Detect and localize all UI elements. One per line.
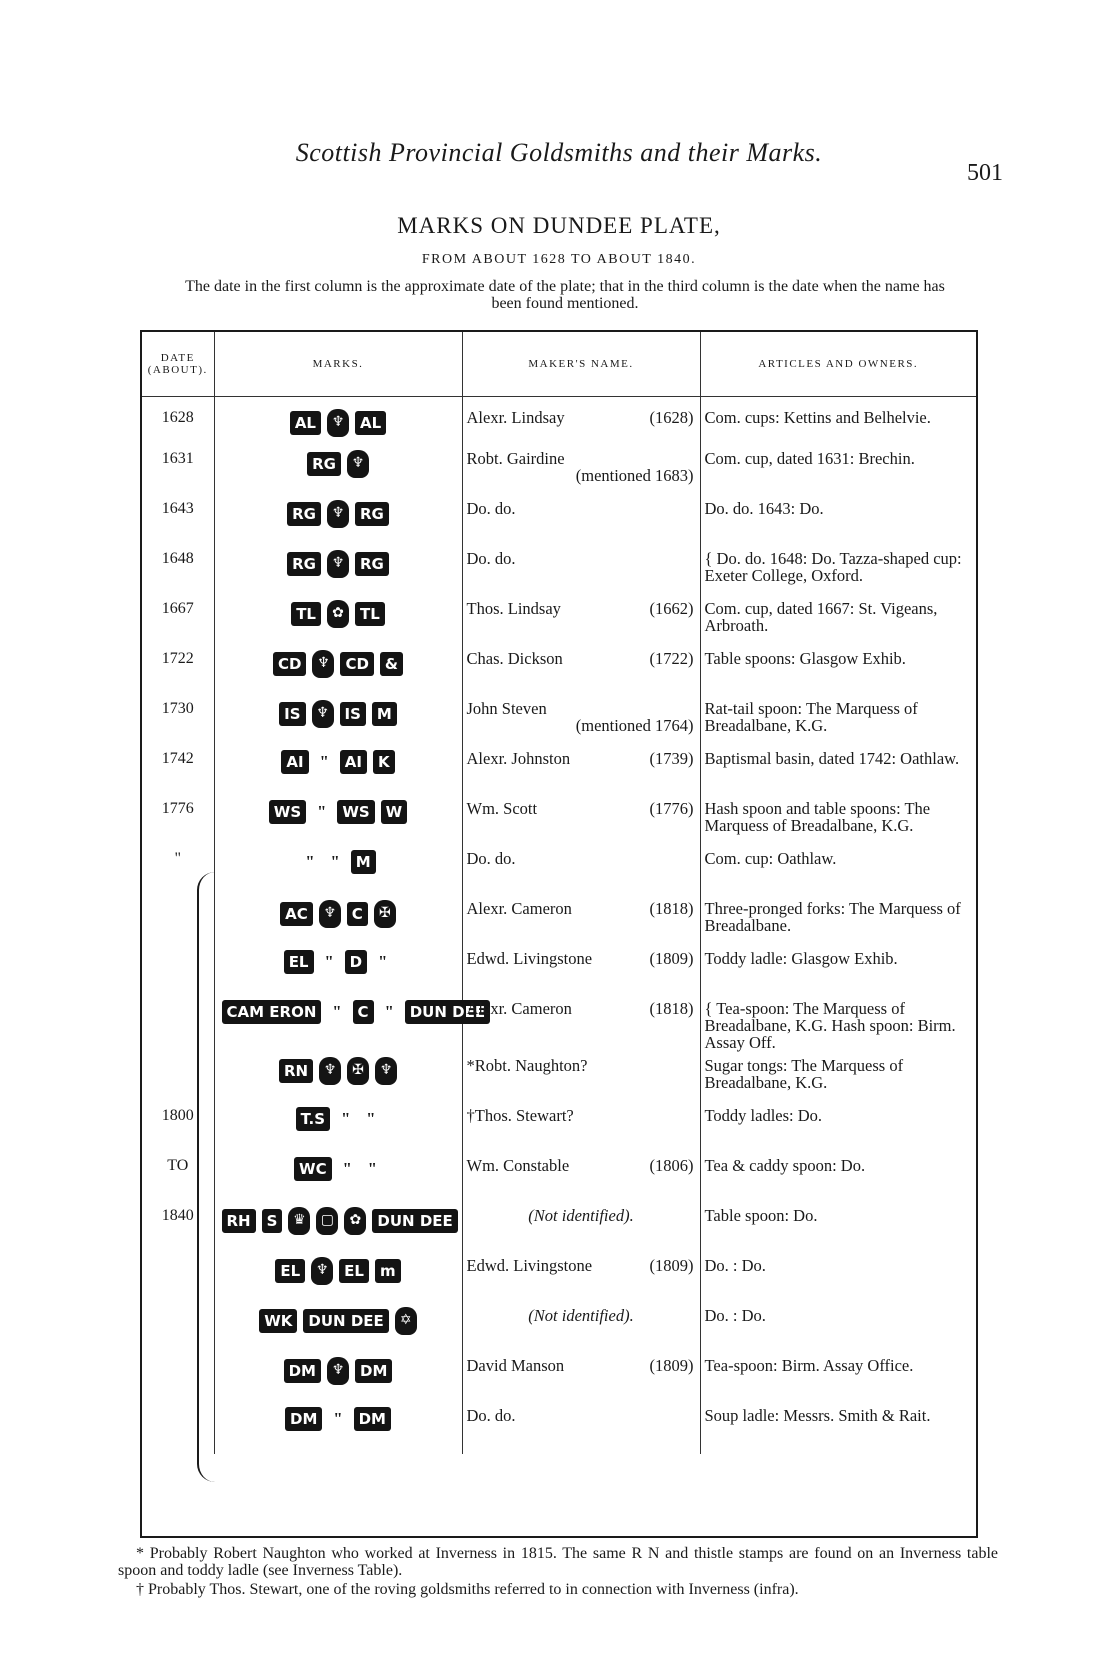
header-date: DATE (ABOUT). (142, 332, 214, 397)
maker-name: Edwd. Livingstone (466, 948, 593, 968)
date-cell: 1800 (161, 1106, 194, 1124)
maker-stamp: RG (307, 452, 341, 476)
date-range-brace (197, 872, 217, 1482)
articles-cell: Com. cup, dated 1631: Brechin. (700, 447, 976, 497)
maker-stamp: RG (287, 552, 321, 576)
maker-stamp: & (380, 652, 403, 676)
maker-year: (1809) (649, 1255, 694, 1275)
articles-cell: Com. cup, dated 1667: St. Vigeans, Arbroath. (700, 597, 976, 647)
table-header-row (142, 332, 976, 397)
header-articles: ARTICLES AND OWNERS. (700, 332, 976, 397)
hallmark-icon: ✠ (374, 900, 396, 928)
date-cell: 1840 (161, 1206, 194, 1224)
maker-stamp: WC (294, 1157, 332, 1181)
marks-cell (214, 997, 486, 1054)
maker-cell (462, 847, 700, 897)
table-row (142, 1154, 976, 1204)
hallmark-icon: ♆ (327, 1357, 349, 1385)
footnote-naughton: * Probably Robert Naughton who worked at Inverness in 1815. The same R N and thistle stamps are found on an Inverness table spoon and toddy ladle (see Inverness Table). (118, 1545, 998, 1579)
date-cell: 1648 (161, 549, 194, 567)
maker-cell (462, 1254, 700, 1304)
footnote-stewart: † Probably Thos. Stewart, one of the roving goldsmiths referred to in connection with Inverness (infra). (136, 1581, 799, 1598)
maker-name: Do. do. (466, 848, 516, 868)
hallmark-icon: ▢ (316, 1207, 338, 1235)
maker-stamp: S (262, 1209, 283, 1233)
header-maker: MAKER'S NAME. (462, 332, 700, 397)
maker-stamp: EL (284, 950, 314, 974)
table-row (142, 1204, 976, 1254)
articles-cell: Sugar tongs: The Marquess of Breadalbane, K.G. (700, 1054, 976, 1104)
maker-stamp: M (372, 702, 397, 726)
maker-stamp: WS (269, 800, 306, 824)
maker-cell (462, 747, 700, 797)
hallmark-icon: ♆ (327, 500, 349, 528)
hallmark-icon: ♆ (311, 1257, 333, 1285)
maker-stamp: DUN DEE (405, 1000, 490, 1024)
articles-cell: Com. cups: Kettins and Belhelvie. (700, 397, 976, 447)
articles-cell: Table spoons: Glasgow Exhib. (700, 647, 976, 697)
maker-name: Thos. Lindsay (466, 598, 561, 618)
date-cell: 1631 (161, 449, 194, 467)
marks-cell (214, 1404, 462, 1454)
maker-cell (462, 797, 700, 847)
marks-cell (214, 1154, 462, 1204)
footnotes (118, 1545, 998, 1600)
maker-cell (462, 447, 700, 497)
maker-name: David Manson (466, 1355, 565, 1375)
maker-stamp: K (373, 750, 395, 774)
maker-cell (462, 1404, 700, 1454)
maker-mention-note: (mentioned 1764) (575, 715, 694, 735)
maker-stamp: RN (279, 1059, 313, 1083)
maker-cell (462, 547, 700, 597)
maker-name: Do. do. (466, 1405, 516, 1425)
table-row (142, 397, 976, 447)
hallmark-icon: ✡ (395, 1307, 417, 1335)
articles-cell: Hash spoon and table spoons: The Marquess of Breadalbane, K.G. (700, 797, 976, 847)
maker-stamp: WK (259, 1309, 297, 1333)
maker-name: Alexr. Johnston (466, 748, 571, 768)
marks-table (142, 332, 976, 1454)
ditto-mark: " (342, 1159, 352, 1178)
maker-name: Chas. Dickson (466, 648, 563, 668)
table-row (142, 697, 976, 747)
maker-year: (1722) (649, 648, 694, 668)
maker-year: (1809) (649, 1355, 694, 1375)
maker-cell (462, 997, 700, 1054)
ditto-mark: " (332, 1002, 342, 1021)
maker-cell (462, 897, 700, 947)
maker-stamp: WS (337, 800, 374, 824)
maker-name: Do. do. (466, 548, 516, 568)
marks-cell (214, 747, 462, 797)
articles-cell: Toddy ladles: Do. (700, 1104, 976, 1154)
hallmark-icon: ♆ (327, 409, 349, 437)
articles-cell: Soup ladle: Messrs. Smith & Rait. (700, 1404, 976, 1454)
articles-cell: Three-pronged forks: The Marquess of Breadalbane. (700, 897, 976, 947)
maker-stamp: EL (339, 1259, 369, 1283)
maker-name: †Thos. Stewart? (466, 1105, 574, 1125)
maker-cell (462, 1304, 700, 1354)
table-row (142, 447, 976, 497)
maker-stamp: AI (340, 750, 367, 774)
maker-stamp: EL (275, 1259, 305, 1283)
ditto-mark: " (324, 952, 334, 971)
date-cell: " (174, 849, 182, 867)
running-head: Scottish Provincial Goldsmiths and their Marks. (295, 138, 823, 167)
marks-cell (214, 647, 462, 697)
articles-cell: Tea-spoon: Birm. Assay Office. (700, 1354, 976, 1404)
marks-cell (214, 897, 462, 947)
table-row (142, 1304, 976, 1354)
hallmark-icon: ♛ (288, 1207, 310, 1235)
maker-mention-note: (mentioned 1683) (575, 465, 694, 485)
maker-name: Alexr. Lindsay (466, 408, 565, 427)
maker-stamp: DM (354, 1407, 391, 1431)
table-row (142, 1104, 976, 1154)
date-cell: 1742 (161, 749, 194, 767)
maker-name: Alexr. Cameron (466, 898, 572, 918)
maker-stamp: m (375, 1259, 401, 1283)
maker-stamp: DUN DEE (303, 1309, 388, 1333)
table-row (142, 647, 976, 697)
table-row (142, 1254, 976, 1304)
maker-cell (462, 597, 700, 647)
ditto-mark: " (305, 852, 315, 871)
maker-cell (462, 1204, 700, 1254)
marks-cell (214, 1354, 462, 1404)
maker-name: Alexr. Cameron (466, 998, 572, 1018)
articles-cell: Rat-tail spoon: The Marquess of Breadalbane, K.G. (700, 697, 976, 747)
hallmark-icon: ♆ (375, 1057, 397, 1085)
maker-stamp: T.S (296, 1107, 330, 1131)
maker-stamp: D (345, 950, 367, 974)
maker-name: Wm. Constable (466, 1155, 570, 1175)
maker-stamp: AC (280, 902, 313, 926)
maker-stamp: IS (340, 702, 366, 726)
date-cell: 1667 (161, 599, 194, 617)
marks-cell (214, 797, 462, 847)
marks-cell (214, 1254, 462, 1304)
ditto-mark: " (378, 952, 388, 971)
articles-cell: Table spoon: Do. (700, 1204, 976, 1254)
table-body (142, 397, 976, 1454)
maker-year: (1818) (649, 898, 694, 918)
intro-text: The date in the first column is the approximate date of the plate; that in the third column is the date when the name has been found mentioned. (185, 278, 945, 312)
articles-cell: Tea & caddy spoon: Do. (700, 1154, 976, 1204)
maker-name: Edwd. Livingstone (466, 1255, 593, 1275)
maker-name: Do. do. (466, 498, 516, 518)
maker-cell (462, 1154, 700, 1204)
maker-stamp: AI (281, 750, 308, 774)
hallmark-icon: ♆ (312, 650, 334, 678)
maker-cell (462, 397, 700, 447)
ditto-mark: " (330, 852, 340, 871)
date-cell: 1730 (161, 699, 194, 717)
maker-name: (Not identified). (528, 1205, 634, 1225)
maker-year: (1739) (649, 748, 694, 768)
articles-cell: Do. : Do. (700, 1304, 976, 1354)
table-row (142, 1354, 976, 1404)
marks-cell (214, 447, 462, 497)
ditto-mark: " (333, 1409, 343, 1428)
hallmark-icon: ✿ (344, 1207, 366, 1235)
maker-year: (1662) (649, 598, 694, 618)
maker-stamp: TL (355, 602, 385, 626)
page-subtitle: FROM ABOUT 1628 TO ABOUT 1840. (421, 252, 697, 267)
maker-stamp: C (347, 902, 368, 926)
hallmark-icon: ♆ (327, 550, 349, 578)
maker-stamp: CD (273, 652, 306, 676)
table-row (142, 747, 976, 797)
maker-year: (1628) (649, 408, 694, 427)
header-marks: MARKS. (214, 332, 462, 397)
ditto-mark: " (317, 802, 327, 821)
maker-year: (1818) (649, 998, 694, 1018)
marks-cell (214, 1304, 462, 1354)
maker-cell (462, 697, 700, 747)
maker-cell (462, 947, 700, 997)
maker-stamp: RG (355, 502, 389, 526)
maker-stamp: DM (285, 1407, 322, 1431)
marks-cell (214, 697, 462, 747)
articles-cell: Do. : Do. (700, 1254, 976, 1304)
hallmark-icon: ✠ (347, 1057, 369, 1085)
maker-stamp: DUN DEE (372, 1209, 457, 1233)
articles-cell: { Do. do. 1648: Do. Tazza-shaped cup: Exeter College, Oxford. (700, 547, 976, 597)
marks-cell (214, 1204, 462, 1254)
articles-cell: Do. do. 1643: Do. (700, 497, 976, 547)
maker-year: (1806) (649, 1155, 694, 1175)
table-row (142, 497, 976, 547)
maker-stamp: M (351, 850, 376, 874)
maker-stamp: DM (355, 1359, 392, 1383)
maker-stamp: RG (355, 552, 389, 576)
maker-stamp: IS (279, 702, 305, 726)
hallmark-icon: ✿ (327, 600, 349, 628)
table-row (142, 897, 976, 947)
maker-cell (462, 497, 700, 547)
ditto-mark: " (366, 1109, 376, 1128)
marks-cell (214, 397, 462, 447)
marks-cell (214, 1104, 462, 1154)
marks-cell (214, 947, 462, 997)
maker-stamp: CAM ERON (222, 1000, 322, 1024)
maker-stamp: AL (290, 411, 321, 435)
marks-cell (214, 847, 462, 897)
maker-name: Robt. Gairdine (466, 448, 565, 468)
maker-stamp: RH (222, 1209, 256, 1233)
maker-year: (1776) (649, 798, 694, 818)
maker-name: Wm. Scott (466, 798, 538, 818)
maker-stamp: W (381, 800, 408, 824)
marks-cell (214, 597, 462, 647)
articles-cell: { Tea-spoon: The Marquess of Breadalbane, K.G. Hash spoon: Birm. Assay Off. (700, 997, 976, 1054)
articles-cell: Toddy ladle: Glasgow Exhib. (700, 947, 976, 997)
maker-stamp: AL (355, 411, 386, 435)
maker-name: (Not identified). (528, 1305, 634, 1325)
date-cell: 1776 (161, 799, 194, 817)
page-title: MARKS ON DUNDEE PLATE, (397, 213, 721, 238)
maker-name: *Robt. Naughton? (466, 1055, 588, 1075)
ditto-mark: " (319, 752, 329, 771)
marks-table-frame (140, 330, 978, 1538)
date-cell: 1628 (161, 409, 194, 426)
table-row (142, 1404, 976, 1454)
date-cell: TO (167, 1156, 189, 1174)
ditto-mark: " (367, 1159, 377, 1178)
maker-stamp: TL (291, 602, 321, 626)
table-row (142, 797, 976, 847)
page-number: 501 (967, 160, 1003, 186)
marks-cell (214, 1054, 462, 1104)
ditto-mark: " (384, 1002, 394, 1021)
hallmark-icon: ♆ (319, 900, 341, 928)
table-row (142, 847, 976, 897)
marks-cell (214, 547, 462, 597)
articles-cell: Com. cup: Oathlaw. (700, 847, 976, 897)
table-row (142, 597, 976, 647)
hallmark-icon: ♆ (319, 1057, 341, 1085)
table-row (142, 547, 976, 597)
maker-cell (462, 1104, 700, 1154)
ditto-mark: " (341, 1109, 351, 1128)
table-row (142, 997, 976, 1054)
maker-stamp: C (353, 1000, 374, 1024)
maker-stamp: CD (340, 652, 373, 676)
maker-cell (462, 1354, 700, 1404)
marks-cell (214, 497, 462, 547)
maker-name: John Steven (466, 698, 547, 718)
table-row (142, 947, 976, 997)
maker-year: (1809) (649, 948, 694, 968)
hallmark-icon: ♆ (312, 700, 334, 728)
maker-stamp: DM (284, 1359, 321, 1383)
date-cell: 1643 (161, 499, 194, 517)
table-row (142, 1054, 976, 1104)
date-cell: 1722 (161, 649, 194, 667)
hallmark-icon: ♆ (347, 450, 369, 478)
maker-cell (462, 647, 700, 697)
maker-cell (462, 1054, 700, 1104)
maker-stamp: RG (287, 502, 321, 526)
articles-cell: Baptismal basin, dated 1742: Oathlaw. (700, 747, 976, 797)
